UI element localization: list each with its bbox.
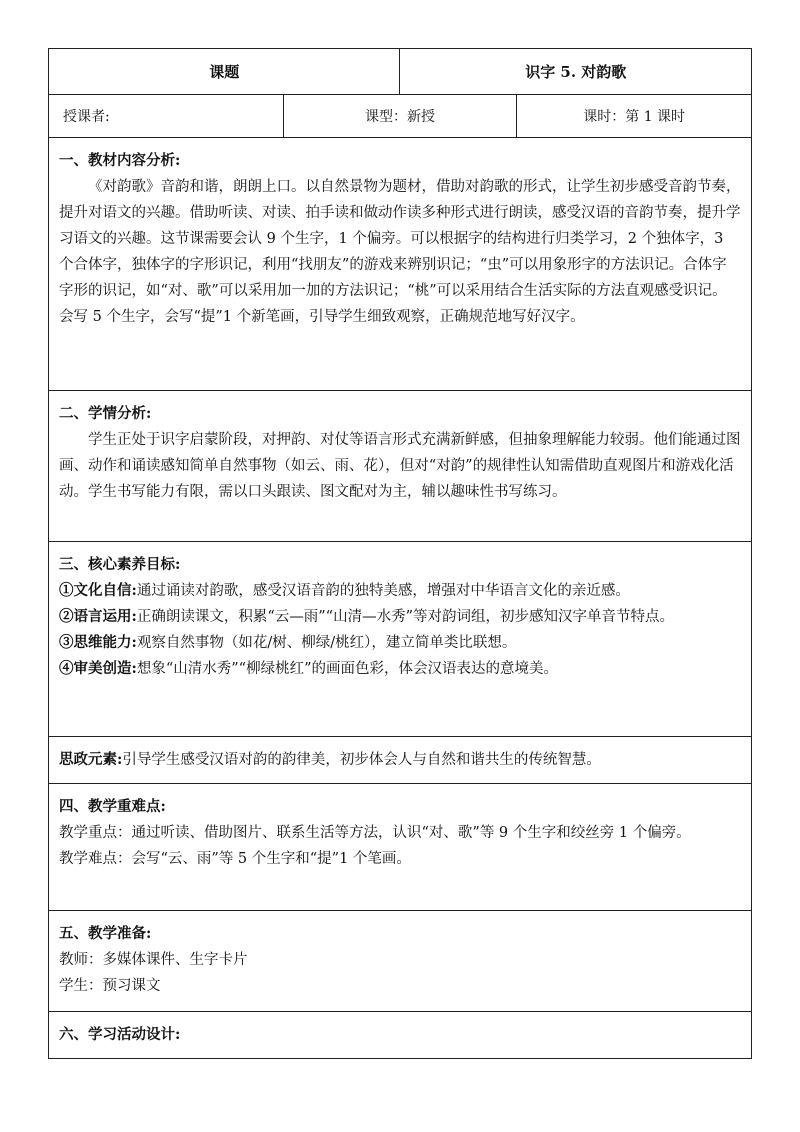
lesson-label: 课题 bbox=[209, 63, 240, 81]
material-analysis-body: 《对韵歌》音韵和谐，朗朗上口。以自然景物为题材，借助对韵歌的形式，让学生初步感受音韵节奏，提升对语文的兴趣。借助听读、对读、拍手读和做动作读多种形式进行朗读，感受汉语的音韵节奏，提升学习语文的兴趣。这节课需要会认 9 个生字，1 个偏旁。可以根据字的结构进行归类学习，2 个独体字，3 个合体字，独体字的字形识记，利用“找朋友”的游戏来辨别识记；“虫”可以用象形字的方法识记。合体字字形的识记，如“对、歌”可以采用加一加的方法识记；“桃”可以采用结合生活实际的方法直观感受识记。会写 5 个生字，会写“提”1 个新笔画，引导学生细致观察，正确规范地写好汉字。 bbox=[59, 179, 741, 325]
activity-design-title: 六、学习活动设计: bbox=[59, 1026, 181, 1043]
material-analysis-section bbox=[49, 138, 752, 391]
teacher-label: 授课者: bbox=[63, 109, 110, 125]
lesson-title-cell bbox=[400, 49, 752, 95]
activity-design-section bbox=[49, 1012, 752, 1059]
goal-item bbox=[59, 630, 741, 656]
goal-item bbox=[59, 656, 741, 682]
goal-text: 想象“山清水秀”“柳绿桃红”的画面色彩，体会汉语表达的意境美。 bbox=[136, 661, 559, 677]
lesson-label-cell bbox=[49, 49, 400, 95]
student-preparation: 学生：预习课文 bbox=[59, 978, 161, 994]
student-analysis-section bbox=[49, 391, 752, 542]
difficult-point-text: 教学难点：会写“云、雨”等 5 个生字和“提”1 个笔画。 bbox=[59, 851, 411, 867]
goal-text: 正确朗读课文，积累“云—雨”“山清—水秀”等对韵词组，初步感知汉字单音节特点。 bbox=[136, 609, 675, 625]
goal-label: ④审美创造: bbox=[59, 660, 137, 677]
teacher-cell bbox=[49, 95, 284, 138]
core-goals-section bbox=[49, 542, 752, 737]
key-points-title: 四、教学重难点: bbox=[59, 798, 166, 815]
goal-label: ③思维能力: bbox=[59, 634, 137, 651]
lesson-period: 课时：第 1 课时 bbox=[583, 109, 686, 125]
key-points-section bbox=[49, 784, 752, 911]
teacher-preparation: 教师：多媒体课件、生字卡片 bbox=[59, 952, 248, 968]
lesson-plan-table bbox=[48, 48, 752, 1059]
ideology-line bbox=[59, 747, 741, 773]
goal-label: ①文化自信: bbox=[59, 582, 137, 599]
ideology-text: 引导学生感受汉语对韵的韵律美，初步体会人与自然和谐共生的传统智慧。 bbox=[122, 752, 601, 768]
period-cell bbox=[517, 95, 752, 138]
key-point-text: 教学重点：通过听读、借助图片、联系生活等方法，认识“对、歌”等 9 个生字和绞丝旁 1 个偏旁。 bbox=[59, 825, 691, 841]
student-analysis-body: 学生正处于识字启蒙阶段，对押韵、对仗等语言形式充满新鲜感，但抽象理解能力较弱。他们能通过图画、动作和诵读感知简单自然事物（如云、雨、花），但对“对韵”的规律性认知需借助直观图片和游戏化活动。学生书写能力有限，需以口头跟读、图文配对为主，辅以趣味性书写练习。 bbox=[59, 432, 741, 500]
lesson-type: 课型：新授 bbox=[364, 109, 435, 125]
ideology-section bbox=[49, 737, 752, 784]
ideology-label: 思政元素: bbox=[59, 751, 123, 768]
core-goals-title: 三、核心素养目标: bbox=[59, 556, 181, 573]
goal-item bbox=[59, 604, 741, 630]
lesson-title: 识字 5. 对韵歌 bbox=[525, 63, 627, 81]
goal-label: ②语言运用: bbox=[59, 608, 137, 625]
goal-item bbox=[59, 578, 741, 604]
goal-text: 观察自然事物（如花/树、柳绿/桃红），建立简单类比联想。 bbox=[136, 635, 517, 651]
preparation-section bbox=[49, 911, 752, 1012]
type-cell bbox=[283, 95, 517, 138]
student-analysis-title: 二、学情分析: bbox=[59, 405, 152, 422]
goal-text: 通过诵读对韵歌，感受汉语音韵的独特美感，增强对中华语言文化的亲近感。 bbox=[136, 583, 630, 599]
preparation-title: 五、教学准备: bbox=[59, 925, 152, 942]
material-analysis-title: 一、教材内容分析: bbox=[59, 152, 181, 169]
